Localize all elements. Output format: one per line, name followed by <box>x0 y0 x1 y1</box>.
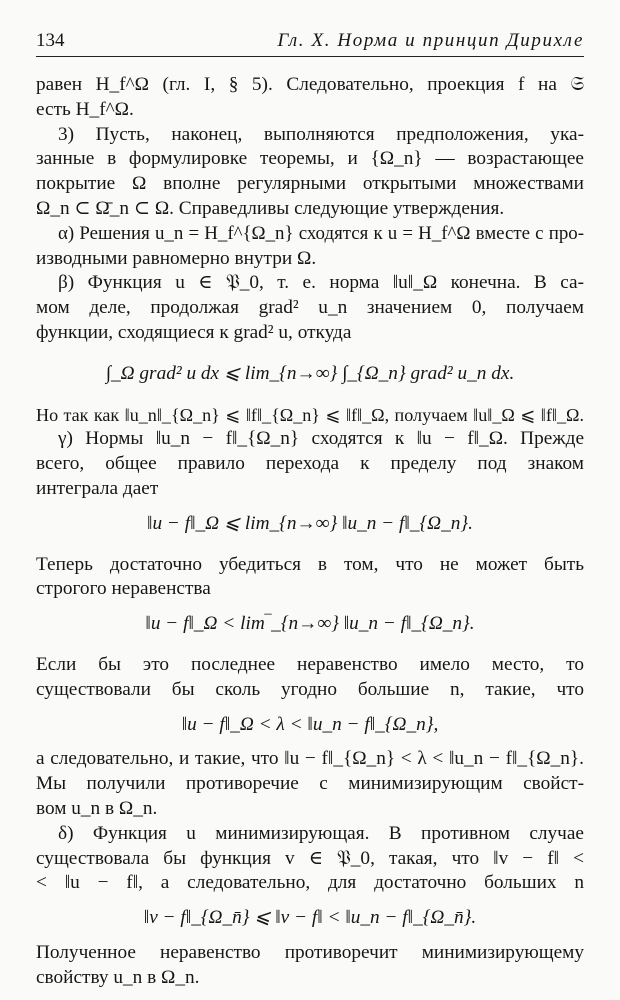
text-line: занные в формулировке теоремы, и {Ω_n} — возрастающее <box>36 148 584 170</box>
display-formula: ‖v − f‖_{Ω_n̄} ⩽ ‖v − f‖ < ‖u_n − f‖_{Ω_n̄}. <box>143 907 477 929</box>
text-line: существовали бы сколь угодно большие n, такие, что <box>36 678 584 700</box>
text-line: есть H_f^Ω. <box>36 98 134 120</box>
paragraph-start: γ) Нормы ‖u_n − f‖_{Ω_n} сходятся к ‖u − f‖_Ω. Прежде <box>58 428 584 450</box>
text-line: всего, общее правило перехода к пределу под знаком <box>36 453 584 475</box>
text-body <box>36 73 584 991</box>
text-line: мом деле, продолжая grad² u_n значением 0, получаем <box>36 297 584 319</box>
text-line: а следовательно, и такие, что ‖u − f‖_{Ω_n} < λ < ‖u_n − f‖_{Ω_n}. <box>36 748 584 770</box>
text-line: Ω_n ⊂ Ω̄_n ⊂ Ω. Справедливы следующие утверждения. <box>36 197 505 219</box>
running-title: Гл. X. Норма и принцип Дирихле <box>277 30 584 51</box>
text-line: равен H_f^Ω (гл. I, § 5). Следовательно, проекция f на 𝔖 <box>36 74 584 95</box>
text-line: строгого неравенства <box>36 578 211 600</box>
text-line: интеграла дает <box>36 477 159 499</box>
text-line: < ‖u − f‖, а следовательно, для достаточно больших n <box>36 872 584 894</box>
text-line: существовала бы функция v ∈ 𝔓_0, такая, что ‖v − f‖ < <box>36 847 584 869</box>
display-formula: ‖u − f‖_Ω < lim‾_{n→∞} ‖u_n − f‖_{Ω_n}. <box>145 613 475 635</box>
display-formula: ‖u − f‖_Ω < λ < ‖u_n − f‖_{Ω_n}, <box>181 713 439 735</box>
paragraph-start: δ) Функция u минимизирующая. В противном случае <box>58 822 584 844</box>
paragraph-start: β) Функция u ∈ 𝔓_0, т. е. норма ‖u‖_Ω конечна. В са- <box>58 272 584 294</box>
text-line: Полученное неравенство противоречит минимизирующему <box>36 941 584 963</box>
page-number: 134 <box>36 30 65 51</box>
text-line: Мы получили противоречие с минимизирующим свойст- <box>36 773 584 795</box>
text-line: Если бы это последнее неравенство имело место, то <box>36 653 584 675</box>
text-line: свойству u_n в Ω_n. <box>36 966 200 988</box>
text-line: вом u_n в Ω_n. <box>36 797 158 819</box>
display-formula: ∫_Ω grad² u dx ⩽ lim_{n→∞} ∫_{Ω_n} grad² u_n dx. <box>105 362 515 384</box>
text-line: функции, сходящиеся к grad² u, откуда <box>36 321 352 343</box>
text-line: Теперь достаточно убедиться в том, что не может быть <box>36 553 584 575</box>
paragraph-start: 3) Пусть, наконец, выполняются предположения, ука- <box>58 123 584 145</box>
display-formula: ‖u − f‖_Ω ⩽ lim_{n→∞} ‖u_n − f‖_{Ω_n}. <box>147 512 473 534</box>
text-line: Но так как ‖u_n‖_{Ω_n} ⩽ ‖f‖_{Ω_n} ⩽ ‖f‖_Ω, получаем ‖u‖_Ω ⩽ ‖f‖_Ω. <box>36 404 584 425</box>
running-header <box>36 30 584 57</box>
paragraph-start: α) Решения u_n = H_f^{Ω_n} сходятся к u = H_f^Ω вместе с про- <box>58 222 584 244</box>
text-line: покрытие Ω вполне регулярными открытыми множествами <box>36 173 584 195</box>
text-line: изводными равномерно внутри Ω. <box>36 247 317 269</box>
